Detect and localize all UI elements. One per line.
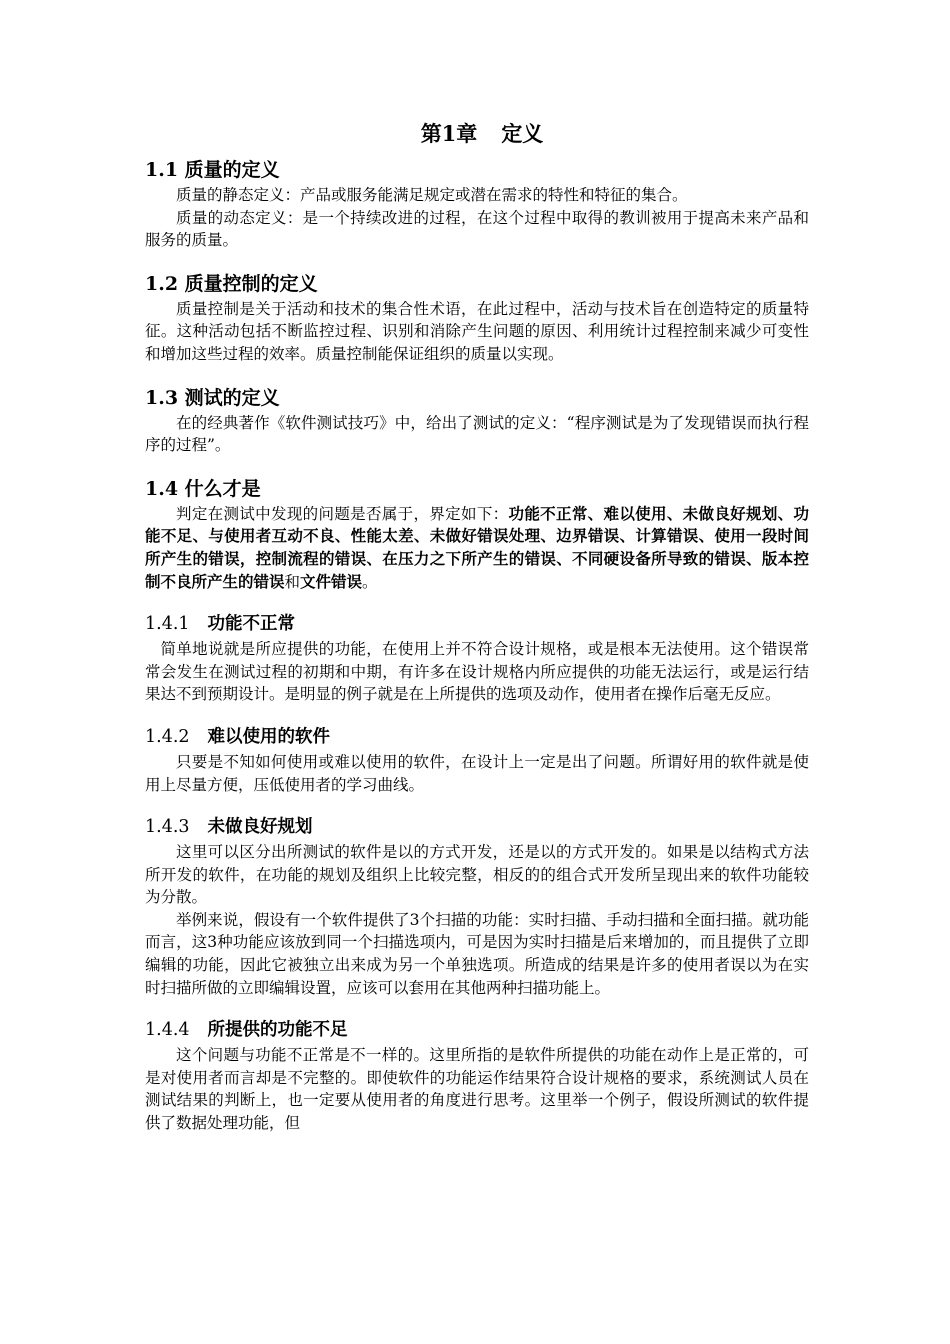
paragraph: 在的经典著作《软件测试技巧》中，给出了测试的定义：“程序测试是为了发现错误而执行程序的过程”。 (145, 413, 809, 455)
paragraph (145, 503, 809, 593)
document-page (145, 112, 809, 1135)
paragraph-lead: 判定在测试中发现的问题是否属于，界定如下： (176, 504, 509, 523)
paragraph: 质量的动态定义：是一个持续改进的过程，在这个过程中取得的教训被用于提高未来产品和服务的质量。 (145, 208, 809, 250)
paragraph: 这个问题与功能不正常是不一样的。这里所指的是软件所提供的功能在动作上是正常的，可是对使用者而言却是不完整的。即使软件的功能运作结果符合设计规格的要求，系统测试人员在测试结果的判断上，也一定要从使用者的角度进行思考。这里举一个例子，假设所测试的软件提供了数据处理功能，但 (145, 1046, 809, 1133)
section-heading-1-3: 1.3 测试的定义 (145, 386, 280, 409)
bug-category-last: 文件错误 (300, 571, 363, 591)
section-heading-1-4: 1.4 什么才是 (145, 477, 261, 500)
section-heading-1-1: 1.1 质量的定义 (145, 159, 280, 181)
subsection-heading-1-4-3: 1.4.3 未做良好规划 (145, 817, 313, 838)
subsection-heading-1-4-1: 1.4.1 功能不正常 (145, 614, 296, 635)
paragraph: 举例来说，假设有一个软件提供了3个扫描的功能：实时扫描、手动扫描和全面扫描。就功能而言，这3种功能应该放到同一个扫描选项内，可是因为实时扫描是后来增加的，而且提供了立即编辑的功能，因此它被独立出来成为另一个单独选项。所造成的结果是许多的使用者误以为在实时扫描所做的立即编辑设置，应该可以套用在其他两种扫描功能上。 (145, 910, 809, 997)
section-heading-1-2: 1.2 质量控制的定义 (145, 272, 318, 295)
conjunction: 和 (284, 572, 301, 591)
subsection-heading-1-4-4: 1.4.4 所提供的功能不足 (145, 1020, 348, 1041)
paragraph: 这里可以区分出所测试的软件是以的方式开发，还是以的方式开发的。如果是以结构式方法所开发的软件，在功能的规划及组织上比较完整，相反的的组合式开发所呈现出来的软件功能较为分散。 (145, 843, 809, 907)
paragraph: 质量控制是关于活动和技术的集合性术语，在此过程中，活动与技术旨在创造特定的质量特征。这种活动包括不断监控过程、识别和消除产生问题的原因、利用统计过程控制来减少可变性和增加这些过程的效率。质量控制能保证组织的质量以实现。 (145, 299, 809, 363)
paragraph: 简单地说就是所应提供的功能，在使用上并不符合设计规格，或是根本无法使用。这个错误常常会发生在测试过程的初期和中期，有许多在设计规格内所应提供的功能无法运行，或是运行结果达不到预期设计。是明显的例子就是在上所提供的选项及动作，使用者在操作后毫无反应。 (145, 640, 809, 704)
period: 。 (362, 572, 378, 591)
paragraph: 质量的静态定义：产品或服务能满足规定或潜在需求的特性和特征的集合。 (176, 186, 688, 204)
bug-category-list: 功能不正常、难以使用、未做良好规划、功能不足、与使用者互动不良、性能太差、未做好错误处理、边界错误、计算错误、使用一段时间所产生的错误，控制流程的错误、在压力之下所产生的错误、不同硬设备所导致的错误、版本控制不良所产生的错误 (145, 503, 809, 591)
subsection-heading-1-4-2: 1.4.2 难以使用的软件 (145, 726, 331, 747)
chapter-number: 第1章 (420, 121, 478, 146)
paragraph: 只要是不知如何使用或难以使用的软件，在设计上一定是出了问题。所谓好用的软件就是使用上尽量方便，压低使用者的学习曲线。 (145, 752, 809, 794)
chapter-name: 定义 (501, 121, 544, 146)
chapter-title (145, 112, 809, 156)
